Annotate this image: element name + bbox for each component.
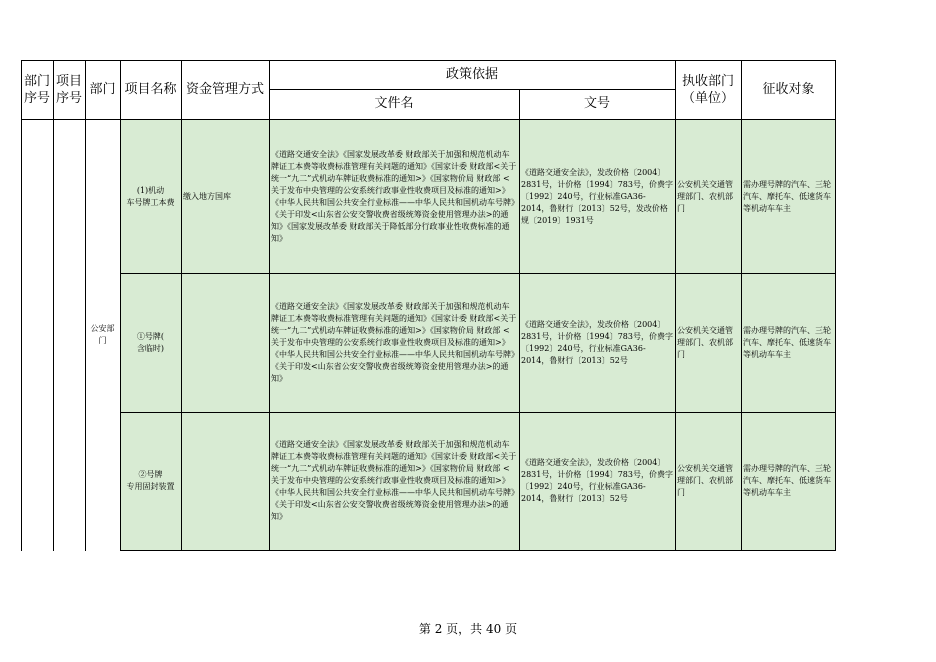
header-dept: 部门 bbox=[89, 82, 116, 98]
grid-line-v3 bbox=[120, 60, 121, 551]
header-doc-name: 文件名 bbox=[374, 96, 414, 112]
header-doc-number: 文号 bbox=[583, 96, 610, 112]
row3-enforce-dept: 公安机关交通管理部门、农机部门 bbox=[675, 412, 741, 550]
grid-line-v6 bbox=[519, 89, 520, 551]
row2-enforce-dept: 公安机关交通管理部门、农机部门 bbox=[675, 273, 741, 412]
grid-line-policy-sub bbox=[269, 89, 675, 90]
row1-fund-mgmt: 缴入地方国库 bbox=[181, 120, 269, 273]
row2-doc-name: 《道路交通安全法》《国家发展改革委 财政部关于加强和规范机动车牌证工本费等收费标准管理有关问题的通知》《国家计委 财政部<关于统一“九二”式机动车牌证收费标准的通知>》《国家物价局 财政部 <关于发布中央管理的公安系统行政事业性收费项目及标准的通知>》《中华人民共和国公共安全行业标准——中华人民共和国机动车号牌》《关于印发<山东省公安交警收费省级统筹资金使用管理办法>的通知》 bbox=[269, 273, 519, 412]
row1-item-name: (1)机动 车号牌工本费 bbox=[120, 120, 181, 273]
row1-doc-name: 《道路交通安全法》《国家发展改革委 财政部关于加强和规范机动车牌证工本费等收费标准管理有关问题的通知》《国家计委 财政部<关于统一“九二”式机动车牌证收费标准的通知>》《国家物价局 财政部 <关于发布中央管理的公安系统行政事业性收费项目及标准的通知>》《中华人民共和国公共安全行业标准——中华人民共和国机动车号牌》《关于印发<山东省公安交警收费省级统筹资金使用管理办法>的通知》《国家发展改革委 财政部关于降低部分行政事业性收费标准的通知》 bbox=[269, 120, 519, 273]
grid-line-v8 bbox=[741, 60, 742, 551]
grid-line-v2 bbox=[85, 60, 86, 551]
page-footer: 第 2 页，共 40 页 bbox=[418, 622, 518, 636]
row1-doc-number: 《道路交通安全法》，发改价格〔2004〕2831号，计价格〔1994〕783号，价费字〔1992〕240号，行业标准GA36-2014，鲁财行〔2013〕52号，发改价格规〔2019〕1931号 bbox=[519, 120, 675, 273]
grid-line-header-bottom bbox=[21, 119, 836, 120]
header-dept-seq: 部门 序号 bbox=[23, 74, 50, 106]
header-policy-basis: 政策依据 bbox=[445, 66, 498, 82]
header-item-name: 项目名称 bbox=[124, 82, 177, 98]
department-cell: 公安部 门 bbox=[90, 324, 115, 345]
row3-fund-mgmt bbox=[181, 412, 269, 550]
row2-item-name: ①号牌( 含临时) bbox=[120, 273, 181, 412]
row3-doc-number: 《道路交通安全法》，发改价格〔2004〕2831号，计价格〔1994〕783号，价费字〔1992〕240号，行业标准GA36-2014，鲁财行〔2013〕52号 bbox=[519, 412, 675, 550]
grid-line-v0 bbox=[21, 60, 22, 551]
row2-collect-target: 需办理号牌的汽车、三轮汽车、摩托车、低速货车等机动车车主 bbox=[741, 273, 836, 412]
header-enforce-dept: 执收部门 （单位） bbox=[681, 74, 734, 106]
header-item-seq: 项目 序号 bbox=[55, 74, 82, 106]
header-fund-mgmt: 资金管理方式 bbox=[185, 82, 264, 98]
grid-line-v4 bbox=[181, 60, 182, 551]
row3-doc-name: 《道路交通安全法》《国家发展改革委 财政部关于加强和规范机动车牌证工本费等收费标准管理有关问题的通知》《国家计委 财政部<关于统一“九二”式机动车牌证收费标准的通知>》《国家物价局 财政部 <关于发布中央管理的公安系统行政事业性收费项目及标准的通知>》《中华人民共和国公共安全行业标准——中华人民共和国机动车号牌》《关于印发<山东省公安交警收费省级统筹资金使用管理办法>的通知》 bbox=[269, 412, 519, 550]
grid-line-v1 bbox=[53, 60, 54, 551]
grid-line-v9 bbox=[835, 60, 836, 551]
grid-line-top bbox=[21, 60, 836, 61]
grid-line-row2 bbox=[120, 412, 836, 413]
row2-doc-number: 《道路交通安全法》，发改价格〔2004〕2831号，计价格〔1994〕783号，价费字〔1992〕240号，行业标准GA36-2014，鲁财行〔2013〕52号 bbox=[519, 273, 675, 412]
row1-collect-target: 需办理号牌的汽车、三轮汽车、摩托车、低速货车等机动车车主 bbox=[741, 120, 836, 273]
grid-line-row1 bbox=[120, 273, 836, 274]
row1-enforce-dept: 公安机关交通管理部门、农机部门 bbox=[675, 120, 741, 273]
grid-line-v5 bbox=[269, 60, 270, 551]
row3-item-name: ②号牌 专用固封装置 bbox=[120, 412, 181, 550]
grid-line-v7 bbox=[675, 60, 676, 551]
grid-line-row3 bbox=[120, 550, 836, 551]
row3-collect-target: 需办理号牌的汽车、三轮汽车、摩托车、低速货车等机动车车主 bbox=[741, 412, 836, 550]
row2-fund-mgmt bbox=[181, 273, 269, 412]
header-collect-target: 征收对象 bbox=[762, 82, 815, 98]
